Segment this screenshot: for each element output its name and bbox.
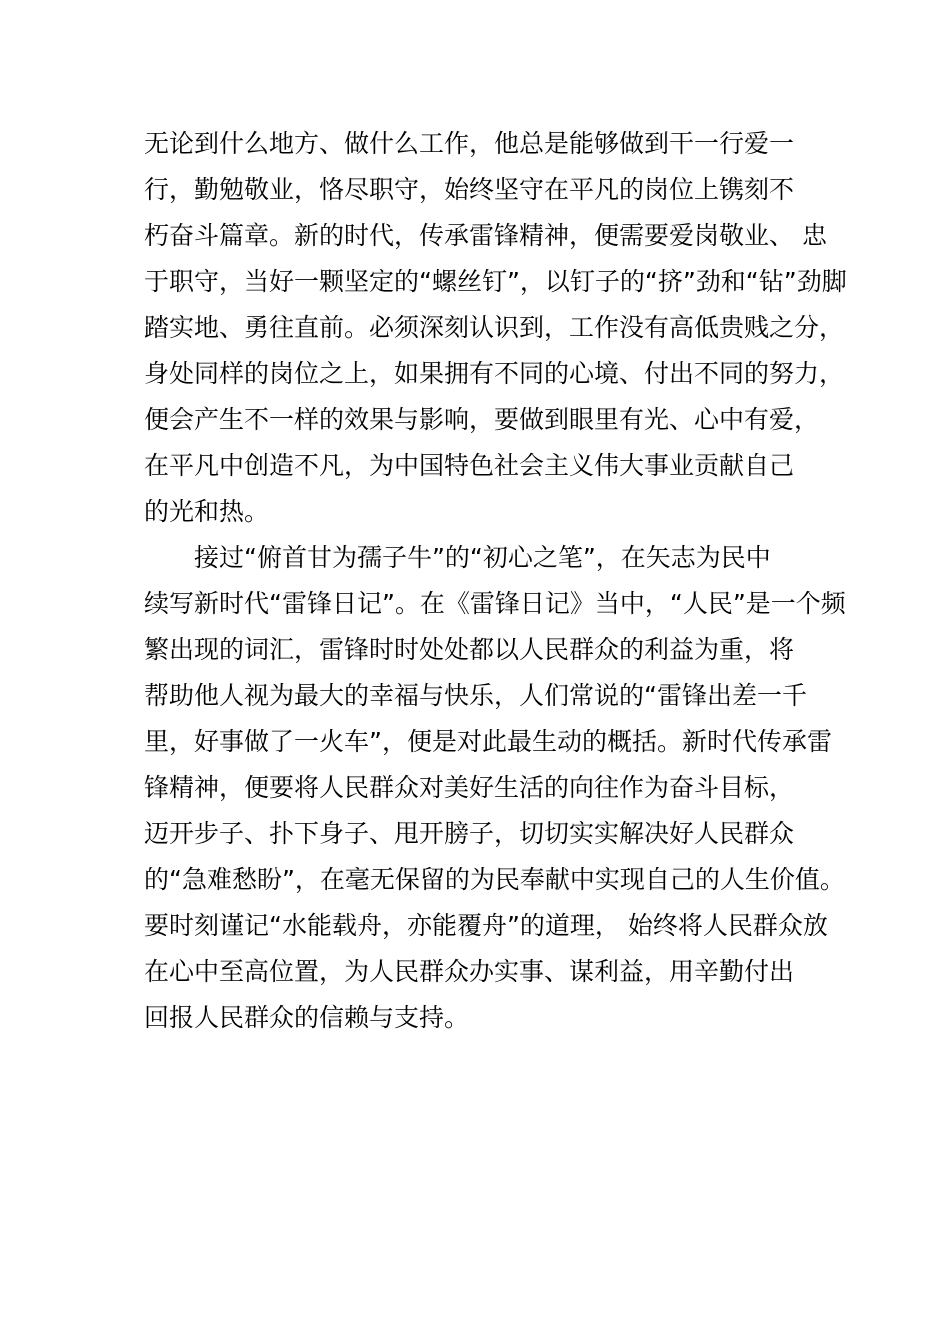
body-text <box>144 121 847 1041</box>
paragraph-line: 回报人民群众的信赖与支持。 <box>144 1003 470 1032</box>
paragraph-line: 踏实地、勇往直前。必须深刻认识到，工作没有高低贵贱之分， <box>144 313 845 342</box>
paragraph-line: 行，勤勉敬业，恪尽职守，始终坚守在平凡的岗位上镌刻不 <box>144 175 795 204</box>
paragraph-line: 无论到什么地方、做什么工作，他总是能够做到干一行爱一 <box>144 129 795 158</box>
paragraph-line: 要时刻谨记“水能载舟，亦能覆舟”的道理， 始终将人民群众放 <box>144 911 828 940</box>
paragraph-line: 身处同样的岗位之上，如果拥有不同的心境、付出不同的努力， <box>144 359 845 388</box>
paragraph-line: 在心中至高位置，为人民群众办实事、谋利益，用辛勤付出 <box>144 957 795 986</box>
paragraph-line: 续写新时代“雷锋日记”。在《雷锋日记》当中，“人民”是一个频 <box>144 589 846 618</box>
paragraph-line: 在平凡中创造不凡，为中国特色社会主义伟大事业贡献自己 <box>144 451 795 480</box>
paragraph-line: 里，好事做了一火车”，便是对此最生动的概括。新时代传承雷 <box>144 727 832 756</box>
paragraph-line: 接过“俯首甘为孺子牛”的“初心之笔”，在矢志为民中 <box>194 543 771 572</box>
paragraph-line: 繁出现的词汇，雷锋时时处处都以人民群众的利益为重，将 <box>144 635 795 664</box>
paragraph-line: 便会产生不一样的效果与影响，要做到眼里有光、心中有爱， <box>144 405 820 434</box>
paragraph-line: 的光和热。 <box>144 497 270 526</box>
paragraph-line: 于职守，当好一颗坚定的“螺丝钉”，以钉子的“挤”劲和“钻”劲脚 <box>144 267 847 296</box>
paragraph-line: 迈开步子、扑下身子、甩开膀子，切切实实解决好人民群众 <box>144 819 795 848</box>
paragraph-line: 帮助他人视为最大的幸福与快乐，人们常说的“雷锋出差一千 <box>144 681 807 710</box>
paragraph-line: 锋精神，便要将人民群众对美好生活的向往作为奋斗目标， <box>144 773 795 802</box>
paragraph-line: 朽奋斗篇章。新的时代，传承雷锋精神，便需要爱岗敬业、 忠 <box>144 221 827 250</box>
paragraph-line: 的“急难愁盼”，在毫无保留的为民奉献中实现自己的人生价值。 <box>144 865 845 894</box>
